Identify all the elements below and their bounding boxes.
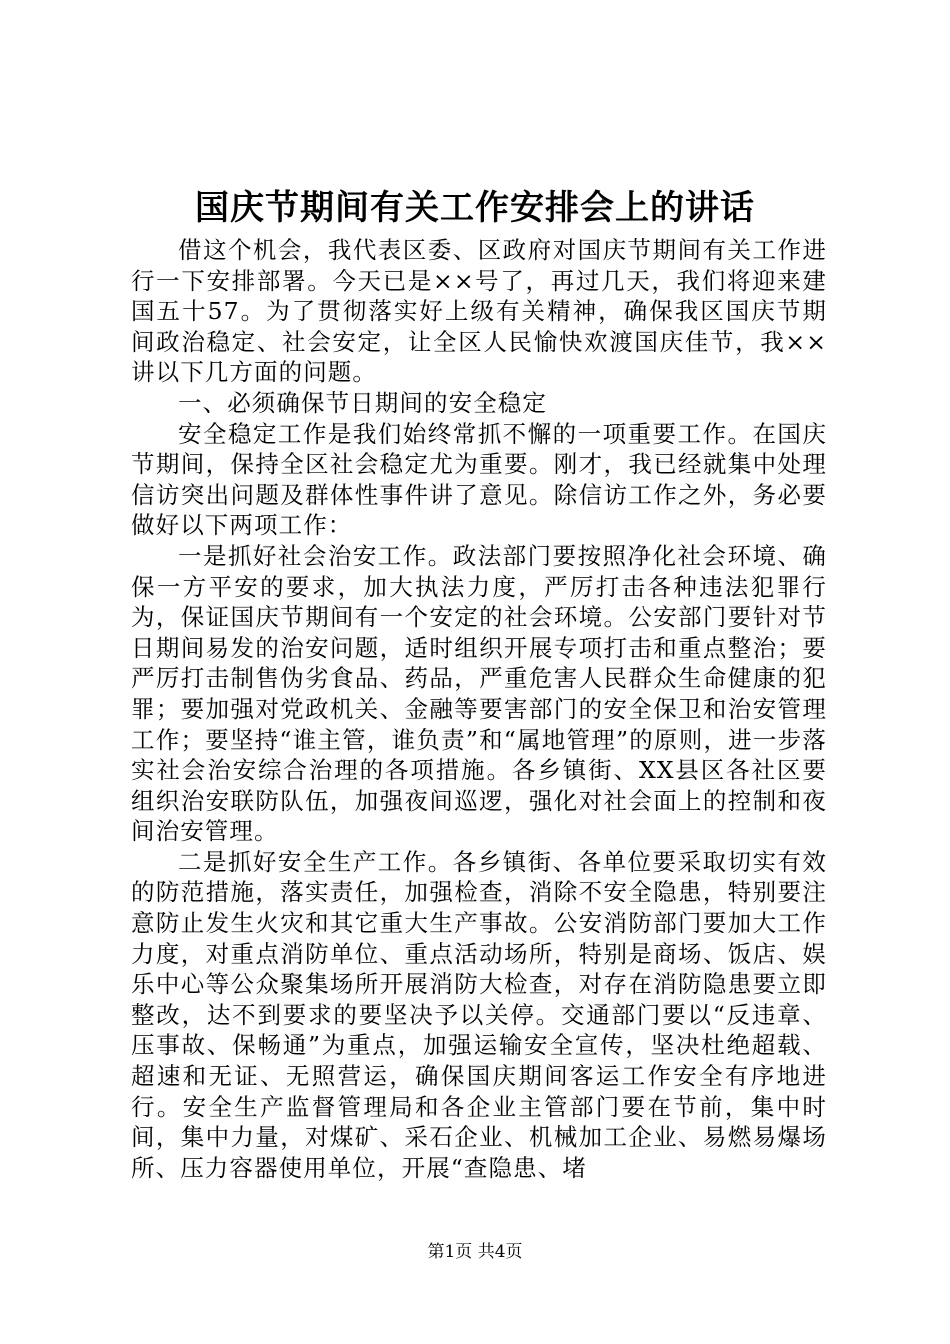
paragraph-intro: 借这个机会，我代表区委、区政府对国庆节期间有关工作进行一下安排部署。今天已是××号了，再过几天，我们将迎来建国五十57。为了贯彻落实好上级有关精神，确保我区国庆节期间政治稳定、社会安定，让全区人民愉快欢渡国庆佳节，我××讲以下几方面的问题。 [131, 236, 827, 387]
document-body [131, 235, 827, 1183]
paragraph-public-security: 一是抓好社会治安工作。政法部门要按照净化社会环境、确保一方平安的要求，加大执法力度，严厉打击各种违法犯罪行为，保证国庆节期间有一个安定的社会环境。公安部门要针对节日期间易发的治安问题，适时组织开展专项打击和重点整治；要严厉打击制售伪劣食品、药品，严重危害人民群众生命健康的犯罪；要加强对党政机关、金融等要害部门的安全保卫和治安管理工作；要坚持“谁主管，谁负责”和“属地管理”的原则，进一步落实社会治安综合治理的各项措施。各乡镇街、XX县区各社区要组织治安联防队伍，加强夜间巡逻，强化对社会面上的控制和夜间治安管理。 [131, 541, 827, 846]
section-heading-1: 一、必须确保节日期间的安全稳定 [178, 388, 547, 417]
page-number-footer: 第1页 共4页 [427, 1242, 523, 1262]
document-title: 国庆节期间有关工作安排会上的讲话 [195, 188, 755, 228]
paragraph-stability: 安全稳定工作是我们始终常抓不懈的一项重要工作。在国庆节期间，保持全区社会稳定尤为重要。刚才，我已经就集中处理信访突出问题及群体性事件讲了意见。除信访工作之外，务必要做好以下两项工作： [131, 419, 827, 540]
paragraph-production-safety: 二是抓好安全生产工作。各乡镇街、各单位要采取切实有效的防范措施，落实责任，加强检查，消除不安全隐患，特别要注意防止发生火灾和其它重大生产事故。公安消防部门要加大工作力度，对重点消防单位、重点活动场所，特别是商场、饭店、娱乐中心等公众聚集场所开展消防大检查，对存在消防隐患要立即整改，达不到要求的要坚决予以关停。交通部门要以“反违章、压事故、保畅通”为重点，加强运输安全宣传，坚决杜绝超载、超速和无证、无照营运，确保国庆期间客运工作安全有序地进行。安全生产监督管理局和各企业主管部门要在节前，集中时间，集中力量，对煤矿、采石企业、机械加工企业、易燃易爆场所、压力容器使用单位，开展“查隐患、堵 [131, 847, 827, 1182]
